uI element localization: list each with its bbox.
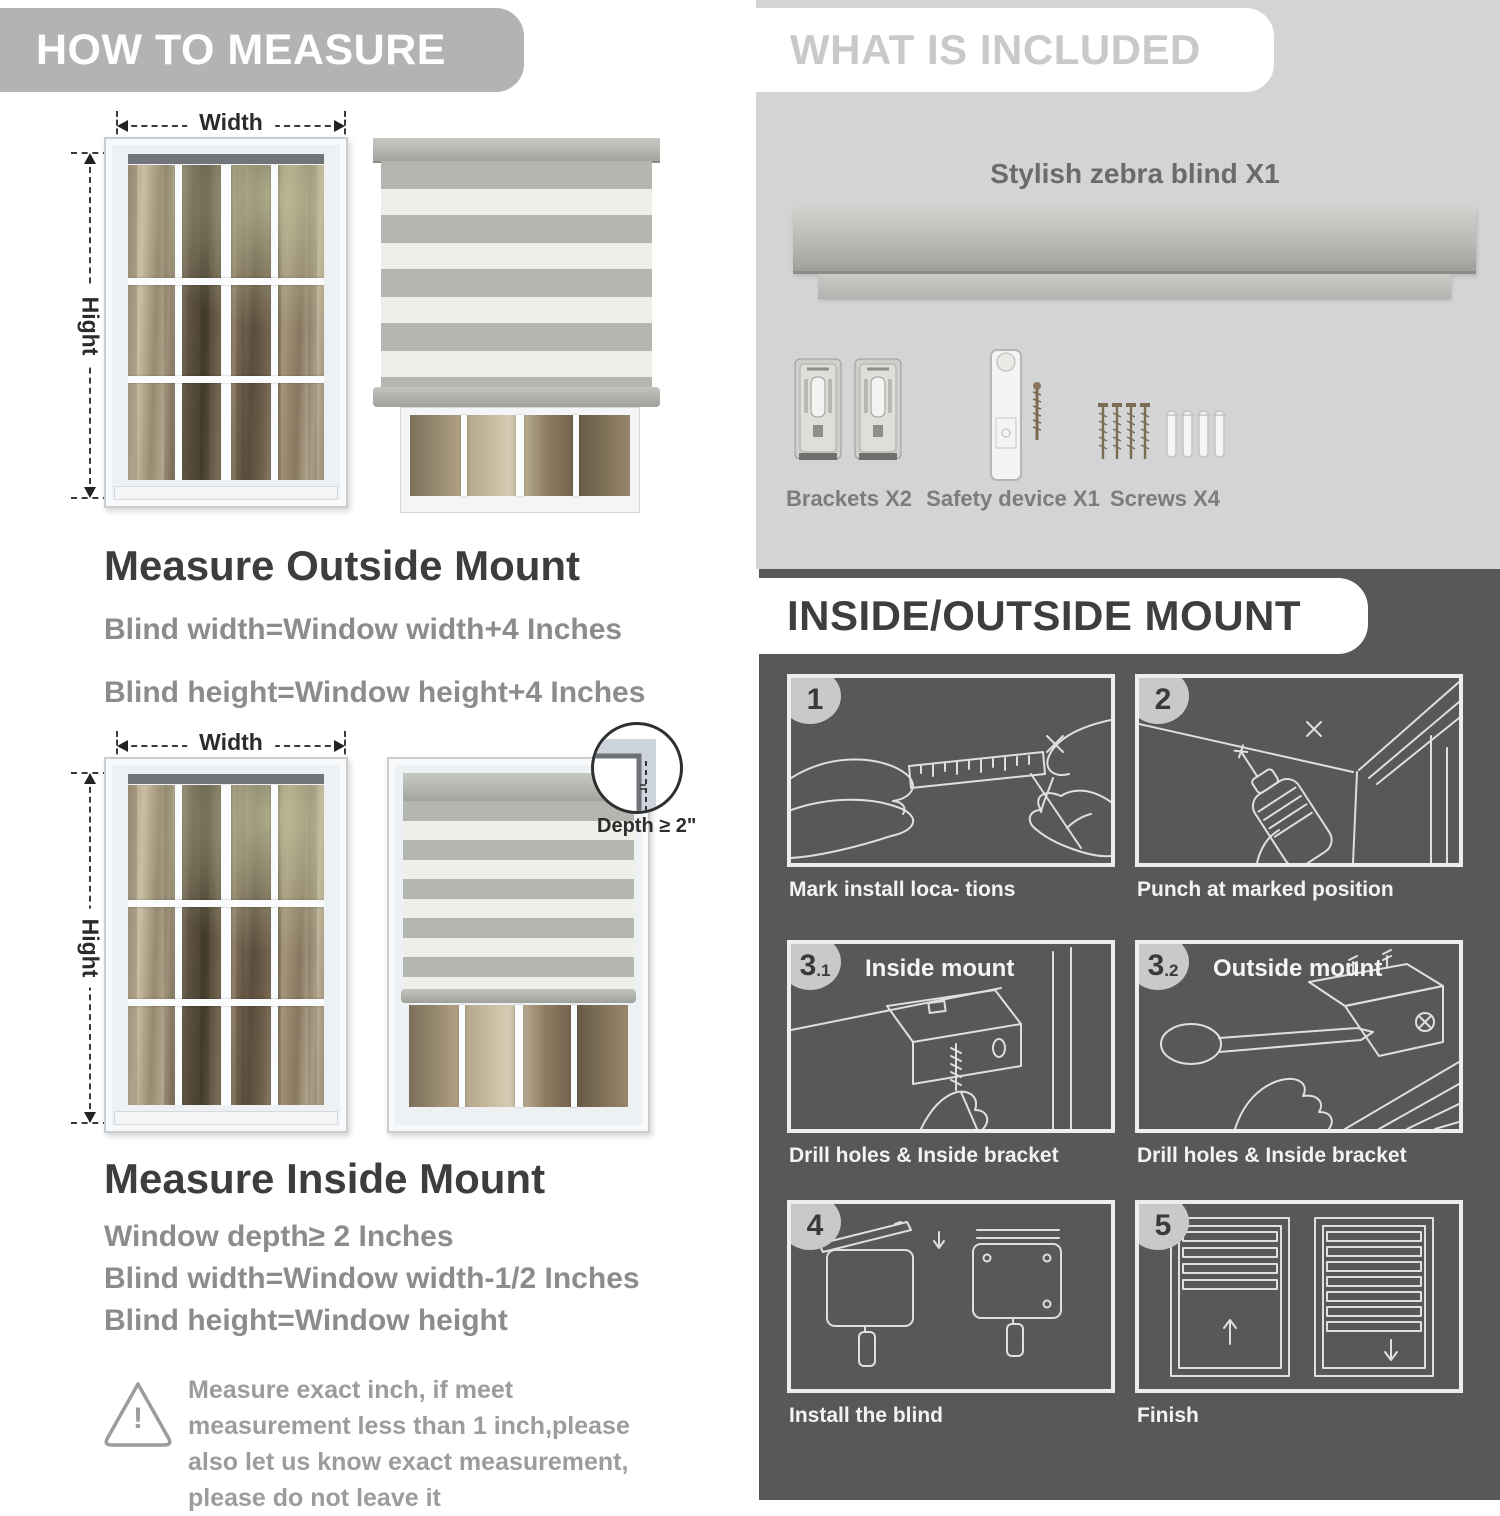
outside-height-arrow xyxy=(77,153,104,498)
window-sill xyxy=(114,1111,338,1125)
step-badge-1: 1 xyxy=(787,674,841,724)
step-caption-3-2: Drill holes & Inside bracket xyxy=(1137,1144,1407,1167)
depth-label: Depth ≥ 2" xyxy=(597,815,697,837)
measure-outside-heading: Measure Outside Mount xyxy=(104,542,581,589)
step-panel-1 xyxy=(787,674,1115,867)
window-track xyxy=(128,154,324,164)
window-mullion xyxy=(515,1005,523,1107)
step-caption-2: Punch at marked position xyxy=(1137,878,1394,901)
blind-fabric-roll-image xyxy=(818,274,1451,299)
window-mullion xyxy=(128,278,324,285)
inside-height-label: Hight xyxy=(77,909,104,988)
window-mullion xyxy=(459,1005,465,1107)
safety-device-image xyxy=(985,348,1055,488)
step-panel-3-2 xyxy=(1135,940,1463,1133)
blind-stripes xyxy=(381,161,652,387)
screws-image xyxy=(1095,395,1230,470)
window-mullion xyxy=(128,900,324,907)
outside-height-label: Hight xyxy=(77,286,104,365)
window-below-glass xyxy=(410,415,630,496)
step-badge-2: 2 xyxy=(1135,674,1189,724)
how-to-measure-banner xyxy=(0,8,524,92)
step-panel-5 xyxy=(1135,1200,1463,1393)
step-title-inside-mount: Inside mount xyxy=(865,955,1015,982)
item-label-brackets: Brackets X2 xyxy=(786,486,912,511)
window-mullion xyxy=(461,415,467,496)
window-mullion xyxy=(271,785,278,1105)
window-below-glass xyxy=(409,1005,628,1107)
outside-rule-1: Blind width=Window width+4 Inches xyxy=(104,613,623,646)
blind-bottom-rail xyxy=(401,989,636,1003)
window-track xyxy=(128,774,324,784)
blind-headrail xyxy=(373,138,660,163)
inside-rule-3: Blind height=Window height xyxy=(104,1304,508,1337)
inside-width-arrow xyxy=(117,729,345,755)
step-panel-3-1 xyxy=(787,940,1115,1133)
outside-width-label: Width xyxy=(187,109,275,136)
window-glass xyxy=(128,785,324,1105)
step-panel-4 xyxy=(787,1200,1115,1393)
window-photo-outside xyxy=(104,137,348,508)
window-mullion xyxy=(175,165,182,480)
step-badge-5: 5 xyxy=(1135,1200,1189,1250)
window-mullion xyxy=(571,1005,577,1107)
inside-rule-1: Window depth≥ 2 Inches xyxy=(104,1220,454,1253)
window-mullion xyxy=(128,376,324,383)
what-is-included-title: WHAT IS INCLUDED xyxy=(790,26,1201,73)
inside-height-arrow xyxy=(77,773,104,1123)
depth-corner-detail xyxy=(594,725,680,811)
step-caption-3-1: Drill holes & Inside bracket xyxy=(789,1144,1059,1167)
window-mullion xyxy=(221,785,231,1105)
item-label-safety-device: Safety device X1 xyxy=(926,486,1100,511)
step-badge-3-1: 3 .1 xyxy=(787,940,841,990)
step-caption-4: Install the blind xyxy=(789,1404,944,1427)
outside-rule-2: Blind height=Window height+4 Inches xyxy=(104,676,646,709)
window-mullion xyxy=(573,415,579,496)
step-caption-5: Finish xyxy=(1137,1404,1199,1427)
window-mullion xyxy=(175,785,182,1105)
step-title-outside-mount: Outside mount xyxy=(1213,955,1383,982)
how-to-measure-title: HOW TO MEASURE xyxy=(36,25,446,74)
item-label-screws: Screws X4 xyxy=(1109,486,1221,511)
window-mullion xyxy=(516,415,524,496)
window-center-mullion xyxy=(221,165,231,480)
brackets-image xyxy=(793,355,905,467)
step-panel-2 xyxy=(1135,674,1463,867)
depth-callout-circle xyxy=(591,722,683,814)
step-badge-4: 4 xyxy=(787,1200,841,1250)
inside-width-label: Width xyxy=(187,729,275,756)
product-title: Stylish zebra blind X1 xyxy=(990,158,1280,189)
blind-bottom-rail xyxy=(373,387,660,407)
window-photo-inside xyxy=(104,757,348,1133)
warning-exclamation: ! xyxy=(133,1402,143,1435)
window-below-blind xyxy=(400,407,640,513)
warning-text: Measure exact inch, if meet measurement less than 1 inch,please also let us know exact measurement, please do not leave it xyxy=(188,1376,630,1512)
step-badge-3-2: 3 .2 xyxy=(1135,940,1189,990)
what-is-included-banner xyxy=(756,8,1274,92)
zebra-blind-inside xyxy=(387,757,650,1133)
window-mullion xyxy=(128,999,324,1006)
inside-outside-mount-banner xyxy=(759,578,1368,654)
window-mullion xyxy=(271,165,278,480)
blind-headrail-image xyxy=(793,207,1476,274)
warning-icon xyxy=(100,1376,176,1454)
measure-inside-heading: Measure Inside Mount xyxy=(104,1155,546,1202)
inside-rule-2: Blind width=Window width-1/2 Inches xyxy=(104,1262,640,1295)
window-sill xyxy=(114,486,338,500)
step-caption-1: Mark install loca- tions xyxy=(789,878,1016,901)
window-glass xyxy=(128,165,324,480)
inside-outside-mount-title: INSIDE/OUTSIDE MOUNT xyxy=(787,592,1302,639)
outside-width-arrow xyxy=(117,109,345,135)
